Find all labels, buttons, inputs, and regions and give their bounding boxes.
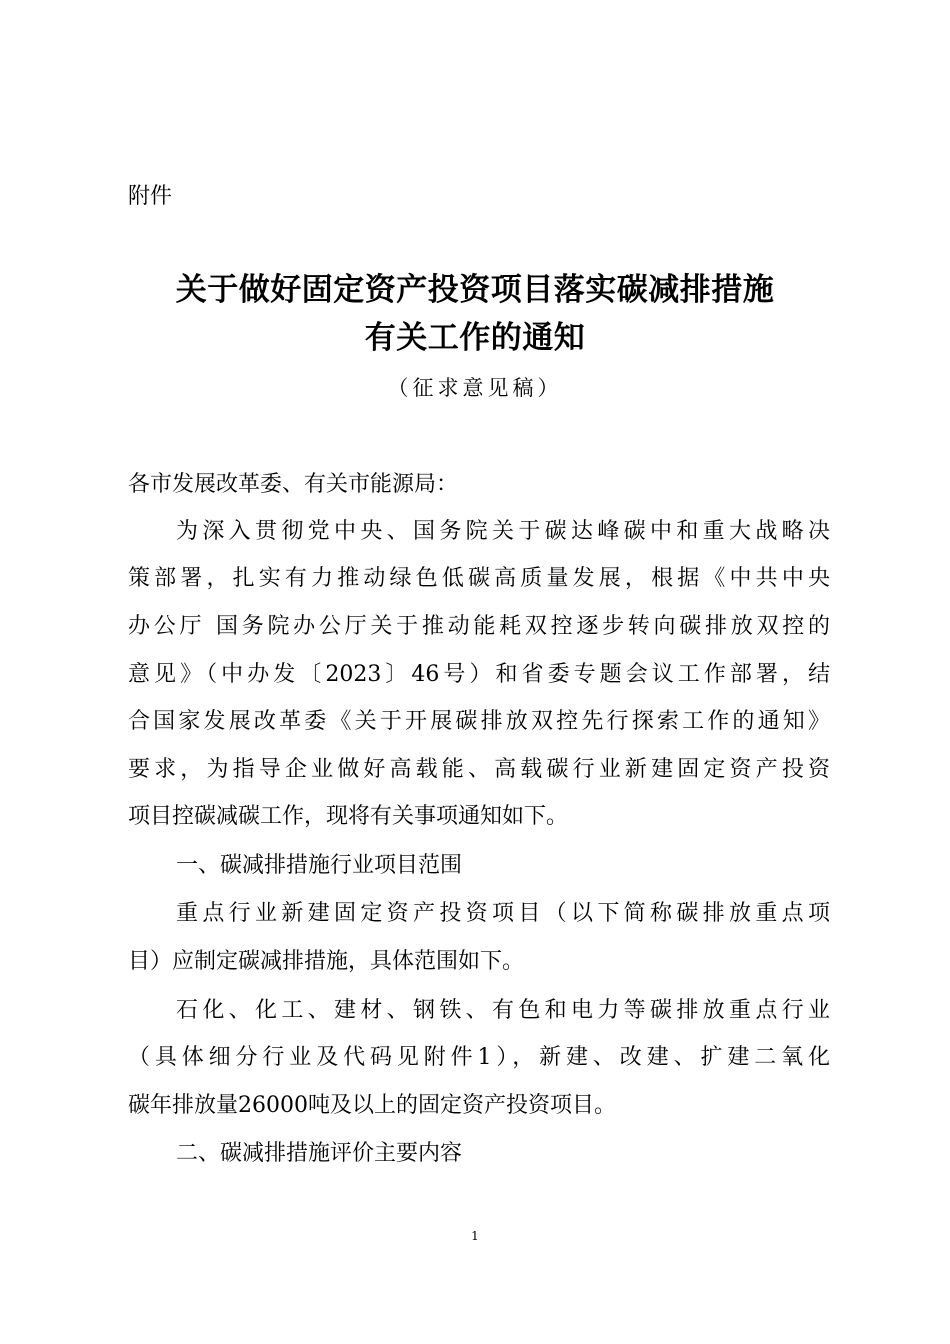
- intro-line: 意见》（中办发〔2023〕46号）和省委专题会议工作部署，结: [128, 662, 830, 687]
- intro-line: 项目控碳减碳工作，现将有关事项通知如下。: [128, 804, 569, 829]
- title-line-1: 关于做好固定资产投资项目落实碳减排措施: [175, 272, 775, 308]
- intro-line: 策部署，扎实有力推动绿色低碳高质量发展，根据《中共中央: [128, 566, 830, 591]
- salutation: 各市发展改革委、有关市能源局：: [128, 472, 459, 497]
- section-1-para-2-line: 碳年排放量26000吨及以上的固定资产投资项目。: [128, 1093, 616, 1118]
- intro-line: 合国家发展改革委《关于开展碳排放双控先行探索工作的通知》: [128, 709, 830, 734]
- intro-line: 办公厅 国务院办公厅关于推动能耗双控逐步转向碳排放双控的: [128, 614, 830, 639]
- section-1-para-1-line: 重点行业新建固定资产投资项目（以下简称碳排放重点项: [176, 901, 830, 926]
- attachment-label: 附件: [128, 184, 173, 209]
- section-1-para-1-line: 目）应制定碳减排措施，具体范围如下。: [128, 949, 525, 974]
- draft-subtitle: （征求意见稿）: [387, 376, 563, 400]
- section-1-para-2-line: （具体细分行业及代码见附件1），新建、改建、扩建二氧化: [128, 1045, 830, 1070]
- section-2-heading: 二、碳减排措施评价主要内容: [176, 1141, 463, 1166]
- page-number: 1: [471, 1229, 479, 1243]
- section-1-para-2-line: 石化、化工、建材、钢铁、有色和电力等碳排放重点行业: [176, 998, 830, 1023]
- intro-line: 为深入贯彻党中央、国务院关于碳达峰碳中和重大战略决: [176, 519, 830, 544]
- title-line-2: 有关工作的通知: [364, 320, 586, 356]
- intro-line: 要求，为指导企业做好高载能、高载碳行业新建固定资产投资: [128, 757, 830, 782]
- section-1-heading: 一、碳减排措施行业项目范围: [176, 853, 463, 878]
